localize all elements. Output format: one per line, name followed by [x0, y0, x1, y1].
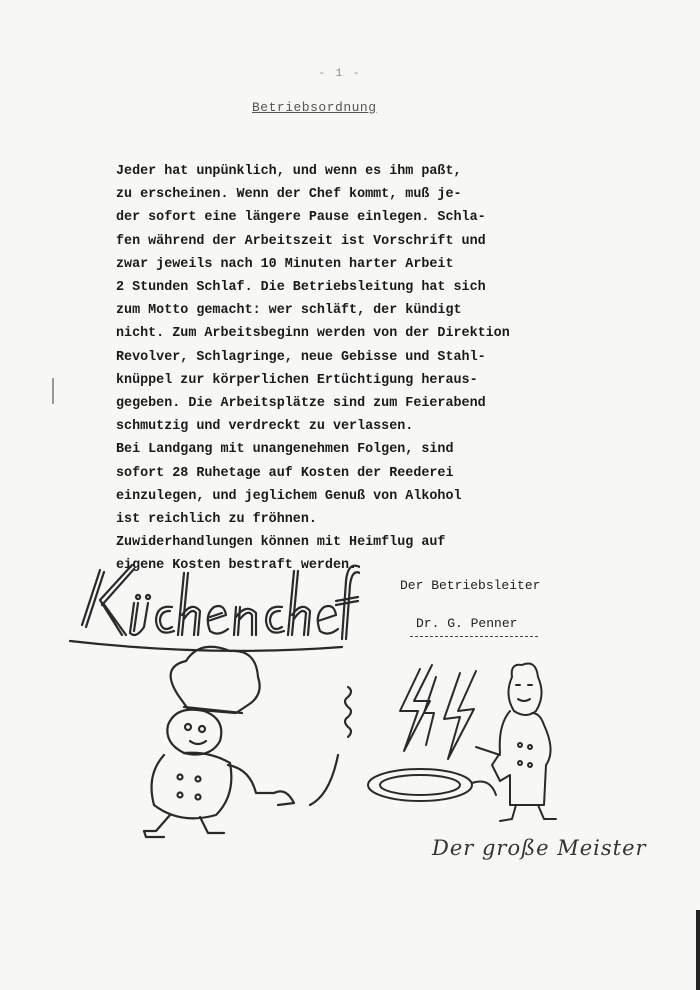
body-line: zwar jeweils nach 10 Minuten harter Arbeit: [116, 256, 454, 272]
body-line: Bei Landgang mit unangenehmen Folgen, sind: [116, 442, 454, 458]
chef-drawing: [60, 555, 360, 845]
body-line: zu erscheinen. Wenn der Chef kommt, muß je-: [116, 187, 462, 203]
ladle-icon: [345, 687, 351, 737]
edge-mark: [696, 910, 700, 990]
body-line: einzulegen, und jeglichem Genuß von Alkohol: [116, 488, 462, 504]
body-line: zum Motto gemacht: wer schläft, der kündigt: [116, 303, 462, 319]
body-line: knüppel zur körperlichen Ertüchtigung heraus-: [116, 372, 478, 388]
body-text: [116, 160, 576, 578]
kuechenchef-lettering: [70, 565, 360, 651]
body-line: gegeben. Die Arbeitsplätze sind zum Feierabend: [116, 396, 486, 412]
body-line: fen während der Arbeitszeit ist Vorschrift und: [116, 233, 486, 249]
body-line: der sofort eine längere Pause einlegen. Schla-: [116, 210, 486, 226]
page-number: - 1 -: [318, 68, 362, 80]
chef-hat-icon: [171, 647, 260, 713]
margin-mark: [52, 378, 54, 404]
body-line: Jeder hat unpünklich, und wenn es ihm paßt,: [116, 164, 462, 179]
signature-role: Der Betriebsleiter: [400, 578, 541, 593]
document-title: Betriebsordnung: [252, 100, 377, 115]
body-line: schmutzig und verdreckt zu verlassen.: [116, 419, 414, 435]
lightning-icon: [444, 671, 476, 759]
signature-underline: [410, 636, 538, 637]
body-line: Zuwiderhandlungen können mit Heimflug auf: [116, 535, 446, 551]
drawing-caption: Der große Meister: [432, 836, 647, 860]
body-line: nicht. Zum Arbeitsbeginn werden von der Direktion: [116, 326, 510, 342]
body-line: 2 Stunden Schlaf. Die Betriebsleitung hat sich: [116, 280, 486, 296]
signature-name: Dr. G. Penner: [416, 616, 518, 631]
pan-icon: [368, 769, 472, 801]
master-drawing: [360, 655, 590, 835]
body-line: eigene Kosten bestraft werden.: [116, 558, 358, 574]
body-line: ist reichlich zu fröhnen.: [116, 512, 317, 528]
body-line: Revolver, Schlagringe, neue Gebisse und Stahl-: [116, 349, 486, 365]
body-line: sofort 28 Ruhetage auf Kosten der Reederei: [116, 465, 454, 481]
